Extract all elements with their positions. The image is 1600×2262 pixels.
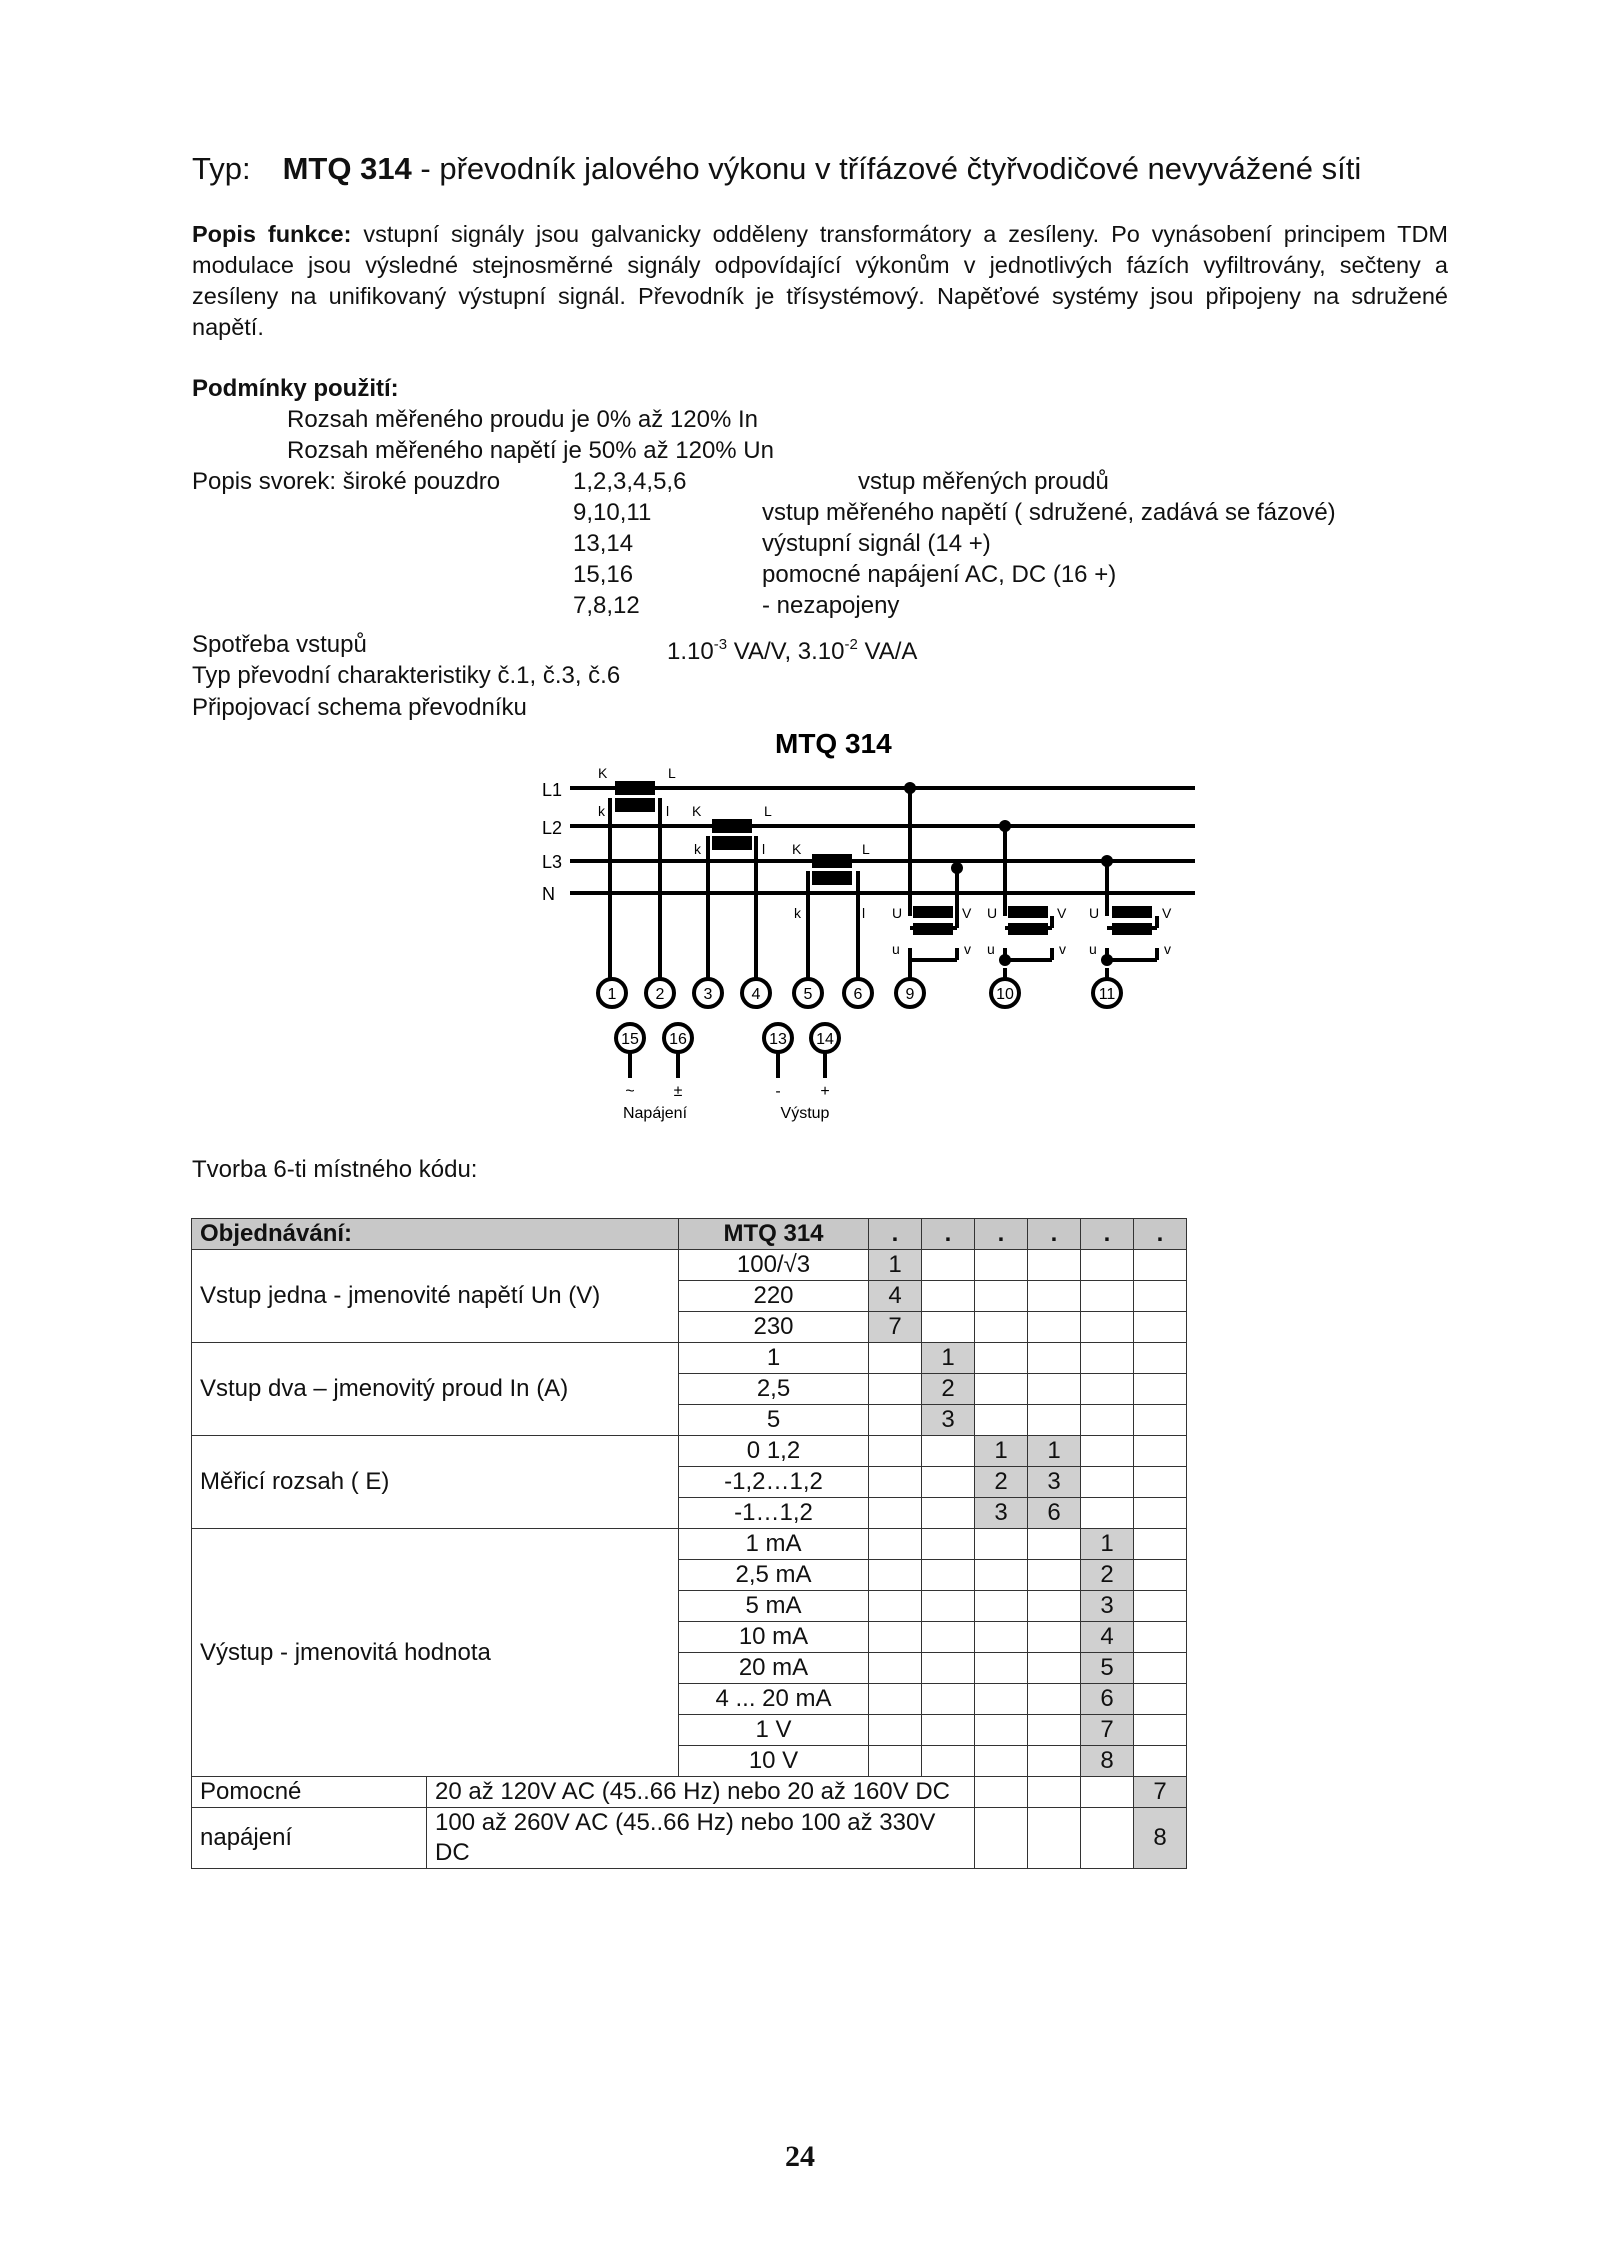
vt-label: v: [964, 941, 971, 957]
supply-sign: ~: [625, 1083, 635, 1100]
table-row: [192, 1436, 1187, 1467]
characteristic-line: Typ převodní charakteristiky č.1, č.3, č.6: [192, 662, 621, 689]
terminal-number: 6: [853, 986, 863, 1003]
terminal-number: 1: [607, 986, 617, 1003]
group-label: napájení: [192, 1808, 427, 1869]
code-digit: 6: [1028, 1498, 1081, 1529]
group-label: Měřicí rozsah ( E): [192, 1436, 679, 1529]
diagram-title: MTQ 314: [775, 728, 892, 759]
terminal-desc: - nezapojeny: [762, 592, 900, 619]
terminals-label: Popis svorek: široké pouzdro: [192, 468, 501, 495]
code-digit: 8: [1081, 1746, 1134, 1777]
consumption-v-base: 1.10: [667, 638, 714, 665]
code-position: .: [922, 1219, 975, 1250]
vt-label: u: [987, 941, 995, 957]
consumption-v-unit: VA/V, 3.10: [733, 638, 845, 665]
terminal-number: 2: [655, 986, 665, 1003]
table-row: [192, 1529, 1187, 1560]
code-position: .: [1134, 1219, 1187, 1250]
option-value: 20 mA: [679, 1653, 869, 1684]
condition-line: Rozsah měřeného proudu je 0% až 120% In: [287, 406, 758, 433]
terminal-number: 14: [816, 1031, 834, 1048]
vt-label: U: [892, 905, 903, 921]
consumption-values: [667, 630, 917, 667]
option-value: 5 mA: [679, 1591, 869, 1622]
code-digit: 4: [869, 1281, 922, 1312]
option-value: 100 až 260V AC (45..66 Hz) nebo 100 až 330V DC: [427, 1808, 975, 1869]
option-value: 20 až 120V AC (45..66 Hz) nebo 20 až 160V DC: [427, 1777, 975, 1808]
option-value: 1: [679, 1343, 869, 1374]
code-digit: 7: [1134, 1777, 1187, 1808]
terminal-number: 13: [769, 1031, 787, 1048]
terminal-desc: pomocné napájení AC, DC (16 +): [762, 561, 1117, 588]
terminal-number: 3: [703, 986, 713, 1003]
title-rest: - převodník jalového výkonu v třífázové čtyřvodičové nevyvážené síti: [411, 151, 1362, 186]
wiring-diagram: [520, 728, 1220, 1148]
code-digit: 6: [1081, 1684, 1134, 1715]
option-value: 220: [679, 1281, 869, 1312]
ct-label: k: [598, 803, 605, 819]
table-row: [192, 1250, 1187, 1281]
ct-label: L: [862, 841, 870, 857]
terminal-number: 16: [669, 1031, 687, 1048]
code-digit: 1: [922, 1343, 975, 1374]
option-value: 4 ... 20 mA: [679, 1684, 869, 1715]
schema-label: Připojovací schema převodníku: [192, 694, 527, 721]
line-label: N: [542, 884, 555, 904]
code-digit: 8: [1134, 1808, 1187, 1869]
code-digit: 3: [975, 1498, 1028, 1529]
vt-label: V: [1162, 905, 1172, 921]
ct-label: k: [794, 905, 801, 921]
supply-label: Napájení: [622, 1105, 688, 1122]
conditions-heading: Podmínky použití:: [192, 375, 399, 402]
title-model: MTQ 314: [282, 151, 412, 186]
code-digit: 1: [975, 1436, 1028, 1467]
terminal-pins: 1,2,3,4,5,6: [573, 468, 687, 495]
table-header-model: MTQ 314: [679, 1219, 869, 1250]
code-digit: 5: [1081, 1653, 1134, 1684]
line-label: L3: [542, 852, 563, 872]
option-value: 230: [679, 1312, 869, 1343]
code-digit: 2: [922, 1374, 975, 1405]
terminal-desc: vstup měřených proudů: [858, 468, 1109, 495]
ct-label: l: [862, 905, 866, 921]
table-row: [192, 1219, 1187, 1250]
option-value: 2,5 mA: [679, 1560, 869, 1591]
group-label: Vstup jedna - jmenovité napětí Un (V): [192, 1250, 679, 1343]
option-value: 100/√3: [679, 1250, 869, 1281]
terminal-pins: 15,16: [573, 561, 634, 588]
code-digit: 2: [1081, 1560, 1134, 1591]
consumption-a-exp: -2: [844, 636, 858, 653]
code-position: .: [1081, 1219, 1134, 1250]
vt-label: V: [1057, 905, 1067, 921]
terminal-pins: 9,10,11: [573, 499, 652, 526]
code-digit: 7: [1081, 1715, 1134, 1746]
output-sign: -: [775, 1083, 781, 1100]
terminal-pins: 13,14: [573, 530, 634, 557]
group-label: Pomocné: [192, 1777, 427, 1808]
function-description: [192, 219, 1448, 343]
ct-label: K: [598, 765, 608, 781]
ct-label: K: [692, 803, 702, 819]
option-value: 10 V: [679, 1746, 869, 1777]
vt-label: v: [1059, 941, 1066, 957]
code-position: .: [869, 1219, 922, 1250]
vt-label: v: [1164, 941, 1171, 957]
terminal-number: 9: [905, 986, 915, 1003]
vt-label: u: [1089, 941, 1097, 957]
order-table: [191, 1218, 1187, 1869]
output-sign: +: [820, 1083, 830, 1100]
vt-label: U: [987, 905, 998, 921]
option-value: 10 mA: [679, 1622, 869, 1653]
consumption-v-exp: -3: [713, 636, 728, 653]
consumption-a-unit: VA/A: [864, 638, 918, 665]
code-digit: 3: [1028, 1467, 1081, 1498]
code-digit: 1: [1028, 1436, 1081, 1467]
code-digit: 2: [975, 1467, 1028, 1498]
code-digit: 1: [1081, 1529, 1134, 1560]
group-label: Výstup - jmenovitá hodnota: [192, 1529, 679, 1777]
table-header-label: Objednávání:: [192, 1219, 679, 1250]
table-row: [192, 1777, 1187, 1808]
ct-label: K: [792, 841, 802, 857]
option-value: -1…1,2: [679, 1498, 869, 1529]
terminal-pins: 7,8,12: [573, 592, 640, 619]
terminal-number: 4: [751, 986, 761, 1003]
ct-label: L: [668, 765, 676, 781]
table-row: [192, 1343, 1187, 1374]
group-label: Vstup dva – jmenovitý proud In (A): [192, 1343, 679, 1436]
page-title: [192, 151, 1361, 187]
option-value: 1 V: [679, 1715, 869, 1746]
vt-label: U: [1089, 905, 1100, 921]
code-digit: 1: [869, 1250, 922, 1281]
vt-label: u: [892, 941, 900, 957]
consumption-label: Spotřeba vstupů: [192, 631, 367, 658]
terminal-number: 11: [1098, 986, 1116, 1003]
line-label: L2: [542, 818, 563, 838]
terminal-desc: vstup měřeného napětí ( sdružené, zadává se fázové): [762, 499, 1336, 526]
ct-label: L: [764, 803, 772, 819]
option-value: 0 1,2: [679, 1436, 869, 1467]
option-value: -1,2…1,2: [679, 1467, 869, 1498]
supply-sign: ±: [673, 1083, 683, 1100]
ct-label: k: [694, 841, 701, 857]
ct-label: l: [762, 841, 766, 857]
terminal-desc: výstupní signál (14 +): [762, 530, 991, 557]
title-label: Typ:: [192, 151, 251, 186]
code-digit: 7: [869, 1312, 922, 1343]
description-text: vstupní signály jsou galvanicky odděleny transformátory a zesíleny. Po vynásobení principem TDM modulace jsou výsledné stejnosměrné signály odpovídající výkonům v jednotlivých fázích vyfiltrovány, sečteny a zesíleny na unifikovaný výstupní signál. Převodník je třísystémový. Napěťové systémy jsou připojeny na sdružené napětí.: [192, 221, 1448, 340]
page-number: 24: [785, 2140, 815, 2173]
terminal-number: 10: [996, 986, 1014, 1003]
description-label: Popis funkce:: [192, 221, 352, 247]
table-row: [192, 1808, 1187, 1869]
code-digit: 4: [1081, 1622, 1134, 1653]
output-label: Výstup: [780, 1105, 830, 1122]
option-value: 1 mA: [679, 1529, 869, 1560]
condition-line: Rozsah měřeného napětí je 50% až 120% Un: [287, 437, 774, 464]
code-digit: 3: [922, 1405, 975, 1436]
code-digit: 3: [1081, 1591, 1134, 1622]
terminal-number: 15: [621, 1031, 639, 1048]
code-position: .: [975, 1219, 1028, 1250]
terminal-number: 5: [803, 986, 813, 1003]
code-label: Tvorba 6-ti místného kódu:: [192, 1156, 478, 1183]
option-value: 5: [679, 1405, 869, 1436]
line-label: L1: [542, 780, 563, 800]
code-position: .: [1028, 1219, 1081, 1250]
option-value: 2,5: [679, 1374, 869, 1405]
ct-label: l: [666, 803, 670, 819]
vt-label: V: [962, 905, 972, 921]
